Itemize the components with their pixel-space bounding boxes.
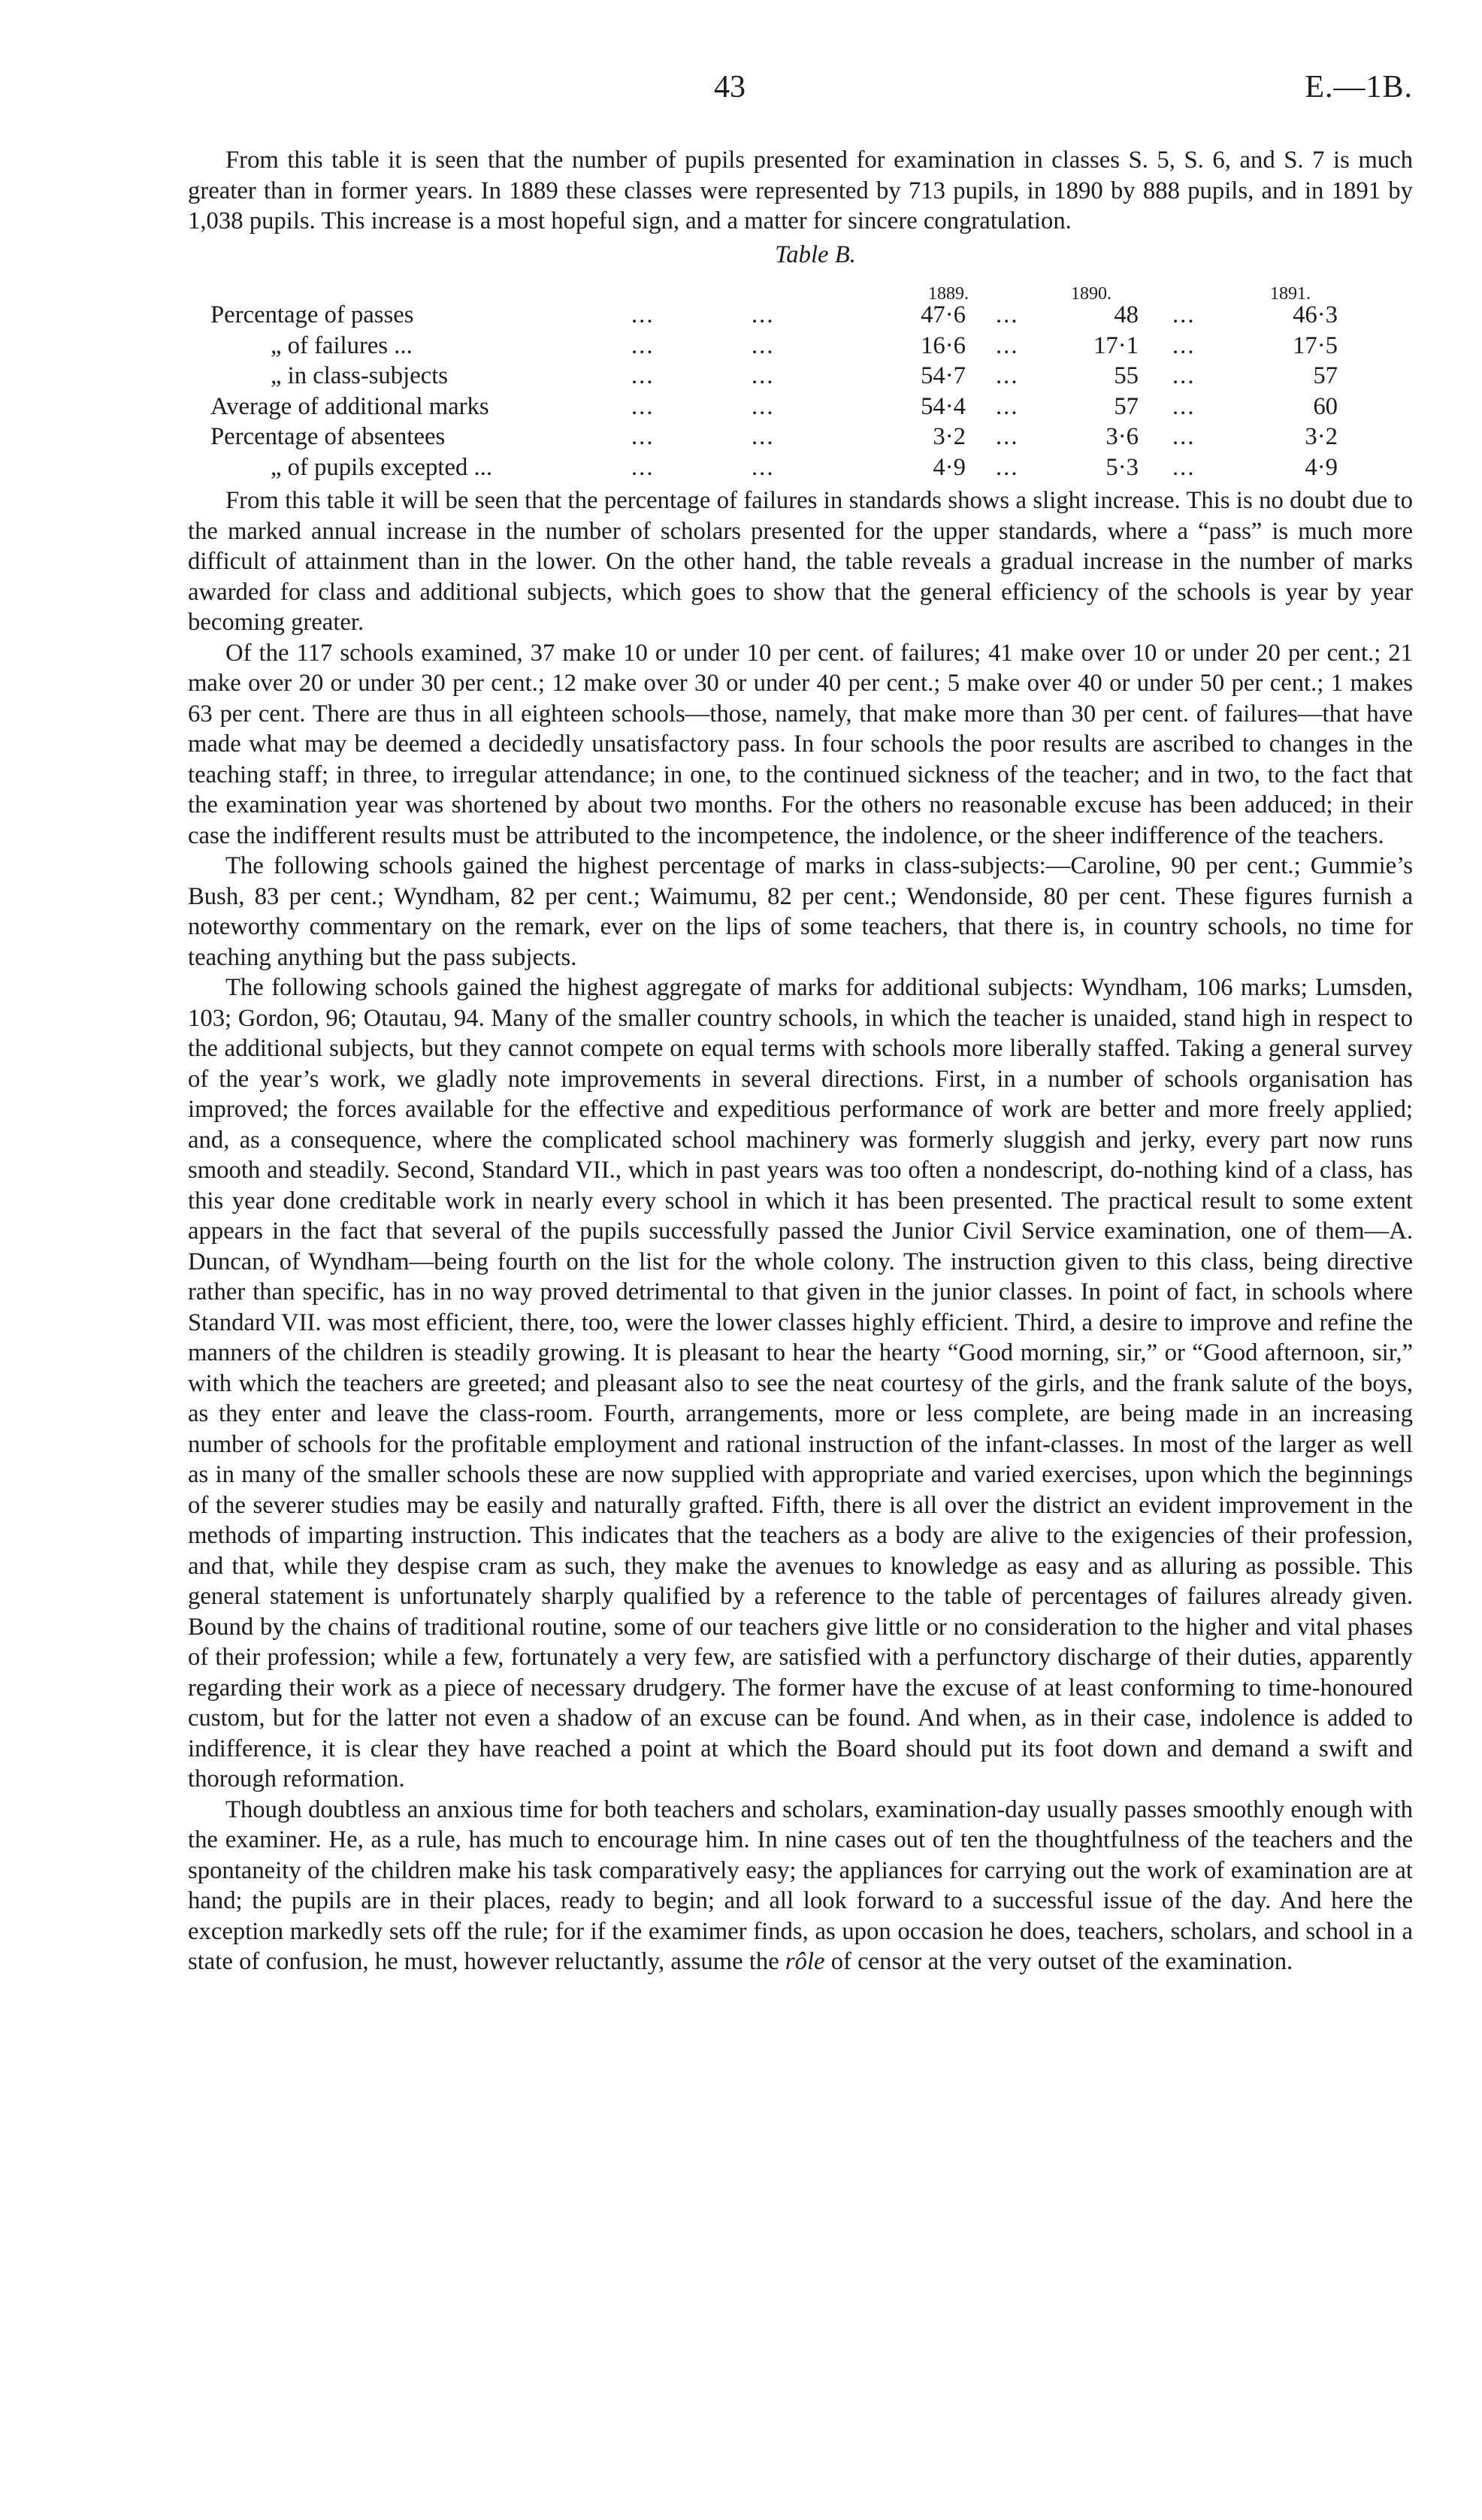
leader-dots: ...	[631, 392, 655, 420]
leader-dots: ...	[631, 453, 655, 481]
paragraph: From this table it is seen that the number of pupils presented for examination in classes S. 5, S. 6, and S. 7 is much greater than in former years. In 1889 these classes were represented by 713 pupils, in 1890 by 888 pupils, and in 1891 by 1,038 pupils. This increase is a most hopeful sign, and a matter for sincere congratulation.	[188, 147, 1413, 234]
leader-dots: ...	[631, 331, 655, 359]
value-1891: 60	[1313, 392, 1338, 420]
value-1889: 16·6	[921, 331, 966, 359]
value-1891: 57	[1313, 362, 1338, 389]
leader-dots: ...	[996, 331, 1019, 359]
row-label: Average of additional marks	[210, 392, 489, 420]
table-year-header	[188, 274, 1413, 304]
value-1889: 47·6	[921, 301, 966, 328]
leader-dots: ...	[752, 301, 775, 328]
row-label: „ in class-subjects	[271, 362, 449, 389]
leader-dots: ...	[1172, 392, 1196, 420]
leader-dots: ...	[1172, 301, 1196, 328]
body-text	[188, 145, 1413, 1977]
value-1889: 54·4	[921, 392, 966, 420]
leader-dots: ...	[1172, 423, 1196, 450]
paragraph-final	[188, 1795, 1413, 1977]
leader-dots: ...	[1172, 453, 1196, 481]
table-b	[188, 274, 1413, 483]
leader-dots: ...	[752, 331, 775, 359]
leader-dots: ...	[752, 392, 775, 420]
row-label: Percentage of passes	[210, 301, 414, 328]
row-label: „ of failures ...	[271, 331, 413, 359]
leader-dots: ...	[996, 301, 1019, 328]
year-heading-1890: 1890.	[1071, 284, 1112, 304]
value-1890: 55	[1114, 362, 1139, 389]
leader-dots: ...	[996, 453, 1019, 481]
paragraph: From this table it will be seen that the percentage of failures in standards shows a slight increase. This is no doubt due to the marked annual increase in the number of scholars presented for the upper standards, where a “pass” is much more difficult of attainment than in the lower. On the other hand, the table reveals a gradual increase in the number of marks awarded for class and additional subjects, which goes to show that the general efficiency of the schools is year by year becoming greater.	[188, 487, 1413, 636]
table-row	[188, 300, 1413, 331]
value-1889: 3·2	[933, 423, 966, 450]
value-1890: 17·1	[1093, 331, 1139, 359]
page-header	[0, 69, 1482, 114]
series-code: E.—1B.	[1305, 70, 1413, 104]
text-run: of censor at the very outset of the examination.	[824, 1948, 1293, 1975]
value-1891: 46·3	[1293, 301, 1338, 328]
table-row	[188, 361, 1413, 392]
year-heading-1891: 1891.	[1270, 284, 1311, 304]
text-run: Though doubtless an anxious time for both teachers and scholars, examination-day usually passes smoothly enough with the examiner. He, as a rule, has much to encourage him. In nine cases out of ten the thoughtfulness of the teachers and the spontaneity of the children make his task comparatively easy; the appliances for carrying out the work of examination are at hand; the pupils are in their places, ready to begin; and all look forward to a successful issue of the day. And here the exception markedly sets off the rule; for if the examimer finds, as upon occasion he does, teachers, scholars, and school in a state of confusion, he must, however reluctantly, assume the	[188, 1795, 1413, 1975]
value-1889: 4·9	[933, 453, 966, 481]
leader-dots: ...	[752, 423, 775, 450]
table-row	[188, 331, 1413, 362]
row-label: „ of pupils excepted ...	[271, 453, 493, 481]
value-1891: 17·5	[1293, 331, 1338, 359]
leader-dots: ...	[631, 301, 655, 328]
value-1890: 3·6	[1105, 423, 1139, 450]
table-title: Table B.	[775, 241, 856, 268]
paragraph: Of the 117 schools examined, 37 make 10 or under 10 per cent. of failures; 41 make over 10 or under 20 per cent.; 21 make over 20 or under 30 per cent.; 12 make over 30 or under 40 per cent.; 5 make over 40 or under 50 per cent.; 1 makes 63 per cent. There are thus in all eighteen schools—those, namely, that make more than 30 per cent. of failures—that have made what may be deemed a decidedly unsatisfactory pass. In four schools the poor results are ascribed to changes in the teaching staff; in three, to irregular attendance; in one, to the continued sickness of the teacher; and in two, to the fact that the examination year was shortened by about two months. For the others no reasonable excuse has been adduced; in their case the indifferent results must be attributed to the incompetence, the indolence, or the sheer indifference of the teachers.	[188, 639, 1413, 849]
table-row	[188, 452, 1413, 483]
paragraph: The following schools gained the highest percentage of marks in class-subjects:—Caroline, 90 per cent.; Gummie’s Bush, 83 per cent.; Wyndham, 82 per cent.; Waimumu, 82 per cent.; Wendonside, 80 per cent. These figures furnish a noteworthy commentary on the remark, ever on the lips of some teachers, that there is, in country schools, no time for teaching anything but the pass subjects.	[188, 852, 1413, 971]
leader-dots: ...	[996, 423, 1019, 450]
year-heading-1889: 1889.	[928, 284, 969, 304]
value-1891: 4·9	[1305, 453, 1338, 481]
leader-dots: ...	[631, 423, 655, 450]
table-row	[188, 422, 1413, 452]
value-1891: 3·2	[1305, 423, 1338, 450]
leader-dots: ...	[996, 362, 1019, 389]
italic-text: rôle	[785, 1948, 825, 1975]
leader-dots: ...	[1172, 331, 1196, 359]
value-1890: 48	[1114, 301, 1139, 328]
leader-dots: ...	[752, 362, 775, 389]
leader-dots: ...	[752, 453, 775, 481]
page-number: 43	[714, 70, 746, 104]
leader-dots: ...	[996, 392, 1019, 420]
value-1890: 57	[1114, 392, 1139, 420]
value-1889: 54·7	[921, 362, 966, 389]
value-1890: 5·3	[1105, 453, 1139, 481]
table-row	[188, 392, 1413, 422]
paragraph: The following schools gained the highest aggregate of marks for additional subjects: Wyndham, 106 marks; Lumsden, 103; Gordon, 96; Otautau, 94. Many of the smaller country schools, in which the teacher is unaided, stand high in respect to the additional subjects, but they cannot compete on equal terms with schools more liberally staffed. Taking a general survey of the year’s work, we gladly note improvements in several directions. First, in a number of schools organisation has improved; the forces available for the effective and expeditious performance of work are better and more freely applied; and, as a consequence, where the complicated school machinery was formerly sluggish and jerky, every part now runs smooth and steadily. Second, Standard VII., which in past years was too often a nondescript, do-nothing kind of a class, has this year done creditable work in nearly every school in which it has been presented. The practical result to some extent appears in the fact that several of the pupils successfully passed the Junior Civil Service examination, one of them—A. Duncan, of Wyndham—being fourth on the list for the whole colony. The instruction given to this class, being directive rather than specific, has in no way proved detrimental to that given in the junior classes. In point of fact, in schools where Standard VII. was most efficient, there, too, were the lower classes highly efficient. Third, a desire to improve and refine the manners of the children is steadily growing. It is pleasant to hear the hearty “Good morning, sir,” or “Good afternoon, sir,” with which the teachers are greeted; and pleasant also to see the neat courtesy of the girls, and the frank salute of the boys, as they enter and leave the class-room. Fourth, arrangements, more or less complete, are being made in an increasing number of schools for the profitable employment and rational instruction of the infant-classes. In most of the larger as well as in many of the smaller schools these are now supplied with appropriate and varied exercises, upon which the beginnings of the severer studies may be easily and naturally grafted. Fifth, there is all over the district an evident improvement in the methods of imparting instruction. This indicates that the teachers as a body are alive to the exigencies of their profession, and that, while they despise cram as such, they make the avenues to knowledge as easy and as alluring as possible. This general statement is unfortunately sharply qualified by a reference to the table of percentages of failures already given. Bound by the chains of traditional routine, some of our teachers give little or no consideration to the higher and vital phases of their profession; while a few, fortunately a very few, are satisfied with a perfunctory discharge of their duties, apparently regarding their work as a piece of necessary drudgery. The former have the excuse of at least conforming to time-honoured custom, but for the latter not even a shadow of an excuse can be found. And when, as in their case, indolence is added to indifference, it is clear they have reached a point at which the Board should put its foot down and demand a swift and thorough reformation.	[188, 974, 1413, 1792]
leader-dots: ...	[1172, 362, 1196, 389]
leader-dots: ...	[631, 362, 655, 389]
row-label: Percentage of absentees	[210, 423, 446, 450]
